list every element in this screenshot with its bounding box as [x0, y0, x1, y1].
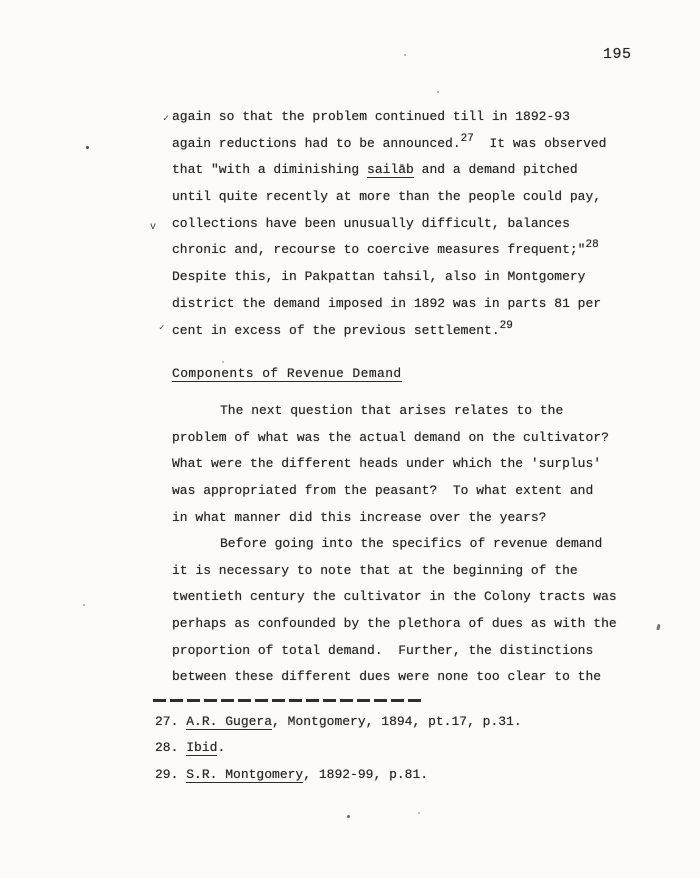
footnote — [155, 735, 522, 761]
underlined-text: S.R. Montgomery — [186, 766, 304, 782]
text-run: until quite recently at more than the people could pay, — [172, 189, 602, 205]
text-line — [172, 157, 606, 184]
text-line — [172, 425, 609, 452]
paragraph-1 — [150, 104, 607, 344]
text-run: . — [217, 740, 226, 756]
footnote-ref: 27 — [460, 132, 474, 145]
margin-tick-icon: ✓ — [163, 114, 170, 125]
scan-speck — [437, 91, 439, 93]
text-line — [172, 664, 617, 691]
footnote-number: 29. — [155, 766, 187, 782]
text-run: Before going into the specifics of revenue demand — [220, 536, 603, 551]
footnotes — [155, 709, 522, 788]
text-line — [172, 291, 606, 318]
text-run: between these different dues were none too clear to the — [172, 669, 602, 685]
text-line — [172, 131, 606, 158]
footnote-separator-rule — [153, 699, 423, 702]
scan-speck — [404, 54, 406, 56]
text-line — [172, 531, 617, 558]
underlined-text: Ibid — [186, 740, 218, 756]
text-run: It was observed — [473, 135, 607, 151]
footnote-number: 28. — [155, 740, 187, 756]
text-run: twentieth century the cultivator in the Colony tracts was — [172, 589, 617, 605]
text-line — [172, 638, 617, 665]
scan-speck — [86, 146, 89, 149]
text-run: proportion of total demand. Further, the distinctions — [172, 642, 594, 658]
text-run: was appropriated from the peasant? To what extent and — [172, 483, 594, 499]
text-run: collections have been unusually difficult, balances — [172, 215, 570, 231]
section-heading — [172, 366, 402, 381]
text-run: cent in excess of the previous settlement. — [172, 322, 500, 338]
text-line — [159, 318, 606, 345]
text-run: chronic and, recourse to coercive measures frequent;" — [172, 242, 586, 258]
text-line — [150, 211, 606, 238]
page-number: 195 — [603, 46, 632, 63]
margin-tick-icon: ✓ — [159, 322, 165, 333]
text-run: , 1892-99, p.81. — [303, 766, 429, 782]
text-line — [163, 104, 606, 131]
text-run: , Montgomery, 1894, pt.17, p.31. — [272, 714, 522, 729]
footnote-ref: 28 — [585, 239, 599, 252]
text-run: again so that the problem continued till in 1892-93 — [172, 109, 570, 124]
underlined-text: sailāb — [367, 162, 414, 178]
text-line — [172, 584, 617, 611]
text-run: Despite this, in Pakpattan tahsil, also in Montgomery — [172, 269, 586, 285]
text-run: and a demand pitched — [413, 162, 578, 178]
text-line — [172, 237, 606, 264]
text-run: in what manner did this increase over the years? — [172, 509, 547, 525]
text-line — [172, 451, 609, 478]
text-run: again reductions had to be announced. — [172, 135, 461, 151]
text-line — [172, 558, 617, 585]
footnote — [155, 709, 522, 735]
scan-speck — [222, 361, 224, 363]
paragraph-3 — [172, 531, 617, 691]
text-line — [172, 398, 609, 425]
text-run: perhaps as confounded by the plethora of dues as with the — [172, 616, 617, 632]
text-line — [172, 611, 617, 638]
text-run: problem of what was the actual demand on the cultivator? — [172, 429, 609, 445]
scan-speck — [347, 815, 350, 818]
section-heading-text: Components of Revenue Demand — [172, 366, 402, 381]
margin-tick-icon: v — [150, 221, 157, 233]
scan-artifact-comma — [656, 624, 660, 630]
paragraph-2 — [172, 398, 609, 531]
text-run: it is necessary to note that at the beginning of the — [172, 562, 578, 578]
footnote-ref: 29 — [499, 319, 513, 332]
text-line — [172, 505, 609, 532]
scan-speck — [418, 812, 420, 814]
text-line — [172, 478, 609, 505]
text-line — [172, 264, 606, 291]
footnote-number: 27. — [155, 714, 187, 729]
text-run: The next question that arises relates to the — [220, 403, 564, 418]
scan-speck — [83, 604, 85, 606]
footnote — [155, 762, 522, 788]
text-run: district the demand imposed in 1892 was in parts 81 per — [172, 295, 602, 311]
underlined-text: A.R. Gugera — [186, 714, 273, 729]
text-run: What were the different heads under which the 'surplus' — [172, 456, 602, 472]
text-run: that "with a diminishing — [172, 162, 368, 178]
text-line — [172, 184, 606, 211]
